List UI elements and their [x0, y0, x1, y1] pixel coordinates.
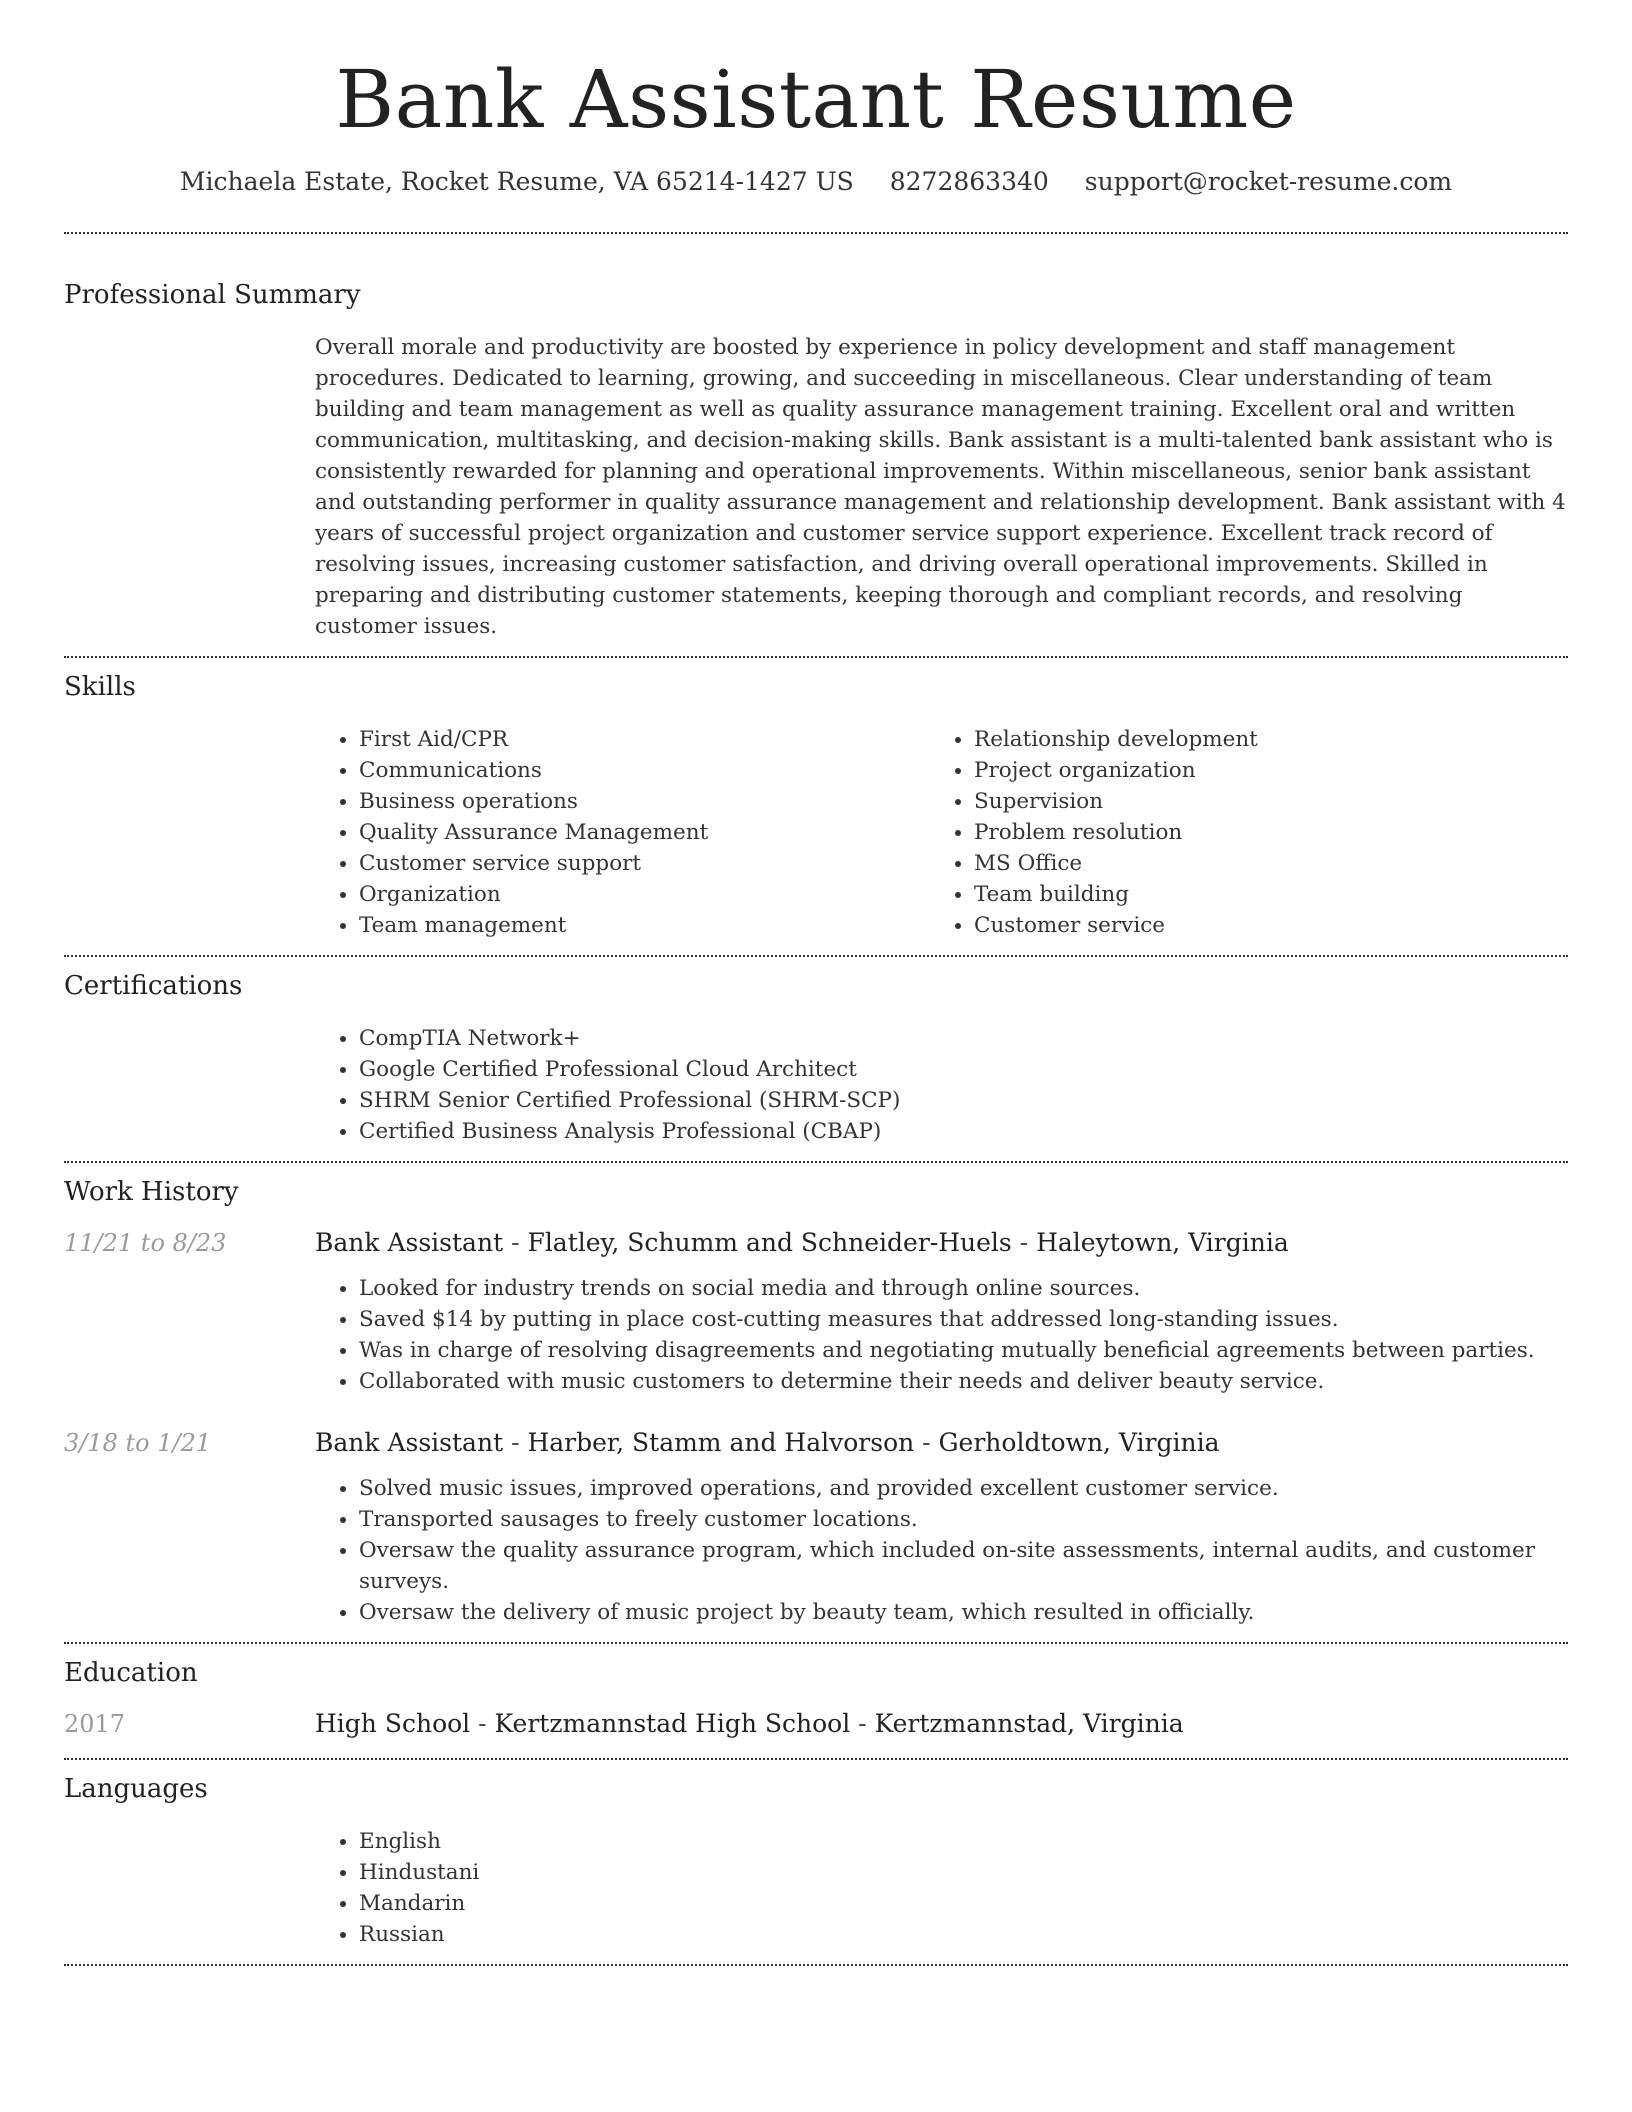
skill-item: • Quality Assurance Management — [359, 817, 930, 848]
job-location: Gerholdtown, Virginia — [938, 1428, 1220, 1457]
job-bullet: • Saved $14 by putting in place cost-cutting measures that addressed long-standing issues. — [359, 1304, 1568, 1335]
education-school: Kertzmannstad High School — [494, 1709, 851, 1738]
skill-item: • First Aid/CPR — [359, 724, 930, 755]
education-heading — [315, 1708, 1568, 1740]
certification-item: • CompTIA Network+ — [359, 1023, 1568, 1054]
certification-item: • SHRM Senior Certified Professional (SHRM-SCP) — [359, 1085, 1568, 1116]
section-heading-languages: Languages — [64, 1774, 208, 1804]
job-bullet: • Solved music issues, improved operations, and provided excellent customer service. — [359, 1473, 1568, 1504]
contact-line — [64, 166, 1568, 198]
certifications-body — [315, 1003, 1568, 1161]
language-item: • English — [359, 1826, 1568, 1857]
certification-item: • Certified Business Analysis Professional (CBAP) — [359, 1116, 1568, 1147]
section-skills — [64, 658, 1568, 955]
job-entry — [64, 1427, 1568, 1642]
skill-item: • Relationship development — [974, 724, 1545, 755]
section-education — [64, 1644, 1568, 1758]
job-separator: - — [503, 1428, 528, 1457]
language-item: • Russian — [359, 1919, 1568, 1950]
job-bullet: • Was in charge of resolving disagreements and negotiating mutually beneficial agreements between parties. — [359, 1335, 1568, 1366]
job-body — [315, 1259, 1568, 1397]
job-body — [315, 1459, 1568, 1642]
education-spacer — [64, 1740, 1568, 1758]
skill-item: • Project organization — [974, 755, 1545, 786]
job-bullet: • Oversaw the quality assurance program, which included on-site assessments, internal audits, and customer surveys. — [359, 1535, 1568, 1597]
job-company: Harber, Stamm and Halvorson — [527, 1428, 915, 1457]
job-separator: - — [914, 1428, 939, 1457]
languages-list — [315, 1826, 1568, 1950]
skill-item: • Customer service support — [359, 848, 930, 879]
skills-body — [315, 704, 1568, 955]
skill-item: • Business operations — [359, 786, 930, 817]
skills-grid — [315, 724, 1568, 941]
language-item: • Hindustani — [359, 1857, 1568, 1888]
skill-item: • Team building — [974, 879, 1545, 910]
language-item: • Mandarin — [359, 1888, 1568, 1919]
job-dates: 11/21 to 8/23 — [64, 1229, 227, 1257]
job-heading — [315, 1427, 1568, 1459]
job-title: Bank Assistant — [315, 1228, 504, 1257]
contact-phone: 8272863340 — [889, 167, 1049, 196]
skill-item: • Team management — [359, 910, 930, 941]
education-entry — [64, 1708, 1568, 1758]
job-bullet: • Oversaw the delivery of music project by beauty team, which resulted in officially. — [359, 1597, 1568, 1628]
education-location: Kertzmannstad, Virginia — [874, 1709, 1184, 1738]
contact-address: Michaela Estate, Rocket Resume, VA 65214-1427 US — [179, 167, 854, 196]
section-heading-education: Education — [64, 1658, 198, 1688]
section-heading-skills: Skills — [64, 672, 136, 702]
skill-item: • Problem resolution — [974, 817, 1545, 848]
job-separator: - — [1011, 1228, 1037, 1257]
education-separator: - — [850, 1709, 875, 1738]
skill-item: • Communications — [359, 755, 930, 786]
skill-item: • Customer service — [974, 910, 1545, 941]
section-work-history — [64, 1163, 1568, 1642]
job-bullet: • Looked for industry trends on social media and through online sources. — [359, 1273, 1568, 1304]
job-bullets — [315, 1273, 1568, 1397]
section-heading-summary: Professional Summary — [64, 280, 361, 310]
section-languages — [64, 1760, 1568, 1964]
summary-body — [315, 312, 1568, 656]
section-certifications — [64, 957, 1568, 1161]
certifications-list — [315, 1023, 1568, 1147]
job-bullet: • Transported sausages to freely customer locations. — [359, 1504, 1568, 1535]
skills-list-right — [930, 724, 1545, 941]
job-title: Bank Assistant — [315, 1428, 504, 1457]
skill-item: • Organization — [359, 879, 930, 910]
section-summary — [64, 234, 1568, 656]
job-company: Flatley, Schumm and Schneider-Huels — [527, 1228, 1012, 1257]
resume-header — [64, 0, 1568, 198]
education-year: 2017 — [64, 1710, 126, 1738]
job-dates: 3/18 to 1/21 — [64, 1429, 212, 1457]
job-bullets — [315, 1473, 1568, 1628]
resume-title: Bank Assistant Resume — [335, 53, 1297, 146]
job-location: Haleytown, Virginia — [1036, 1228, 1289, 1257]
skills-list-left — [315, 724, 930, 941]
job-bullet: • Collaborated with music customers to determine their needs and deliver beauty service. — [359, 1366, 1568, 1397]
languages-body — [315, 1806, 1568, 1964]
education-degree: High School — [315, 1709, 471, 1738]
education-separator: - — [470, 1709, 495, 1738]
section-heading-work-history: Work History — [64, 1177, 239, 1207]
skills-column-right — [930, 724, 1545, 941]
job-entry — [64, 1227, 1568, 1397]
summary-text: Overall morale and productivity are boosted by experience in policy development and staff management procedures. Dedicated to learning, growing, and succeeding in miscellaneous. Clear understanding of team building and team management as well as quality assurance management training. Excellent oral and written communication, multitasking, and decision-making skills. Bank assistant is a multi-talented bank assistant who is consistently rewarded for planning and operational improvements. Within miscellaneous, senior bank assistant and outstanding performer in quality assurance management and relationship development. Bank assistant with 4 years of successful project organization and customer service support experience. Excellent track record of resolving issues, increasing customer satisfaction, and driving overall operational improvements. Skilled in preparing and distributing customer statements, keeping thorough and compliant records, and resolving customer issues. — [315, 335, 1566, 639]
skill-item: • MS Office — [974, 848, 1545, 879]
skill-item: • Supervision — [974, 786, 1545, 817]
divider — [64, 1964, 1568, 1966]
certification-item: • Google Certified Professional Cloud Architect — [359, 1054, 1568, 1085]
section-heading-certifications: Certifications — [64, 971, 243, 1001]
contact-email: support@rocket-resume.com — [1084, 167, 1453, 196]
job-separator: - — [503, 1228, 528, 1257]
skills-column-left — [315, 724, 930, 941]
job-heading — [315, 1227, 1568, 1259]
